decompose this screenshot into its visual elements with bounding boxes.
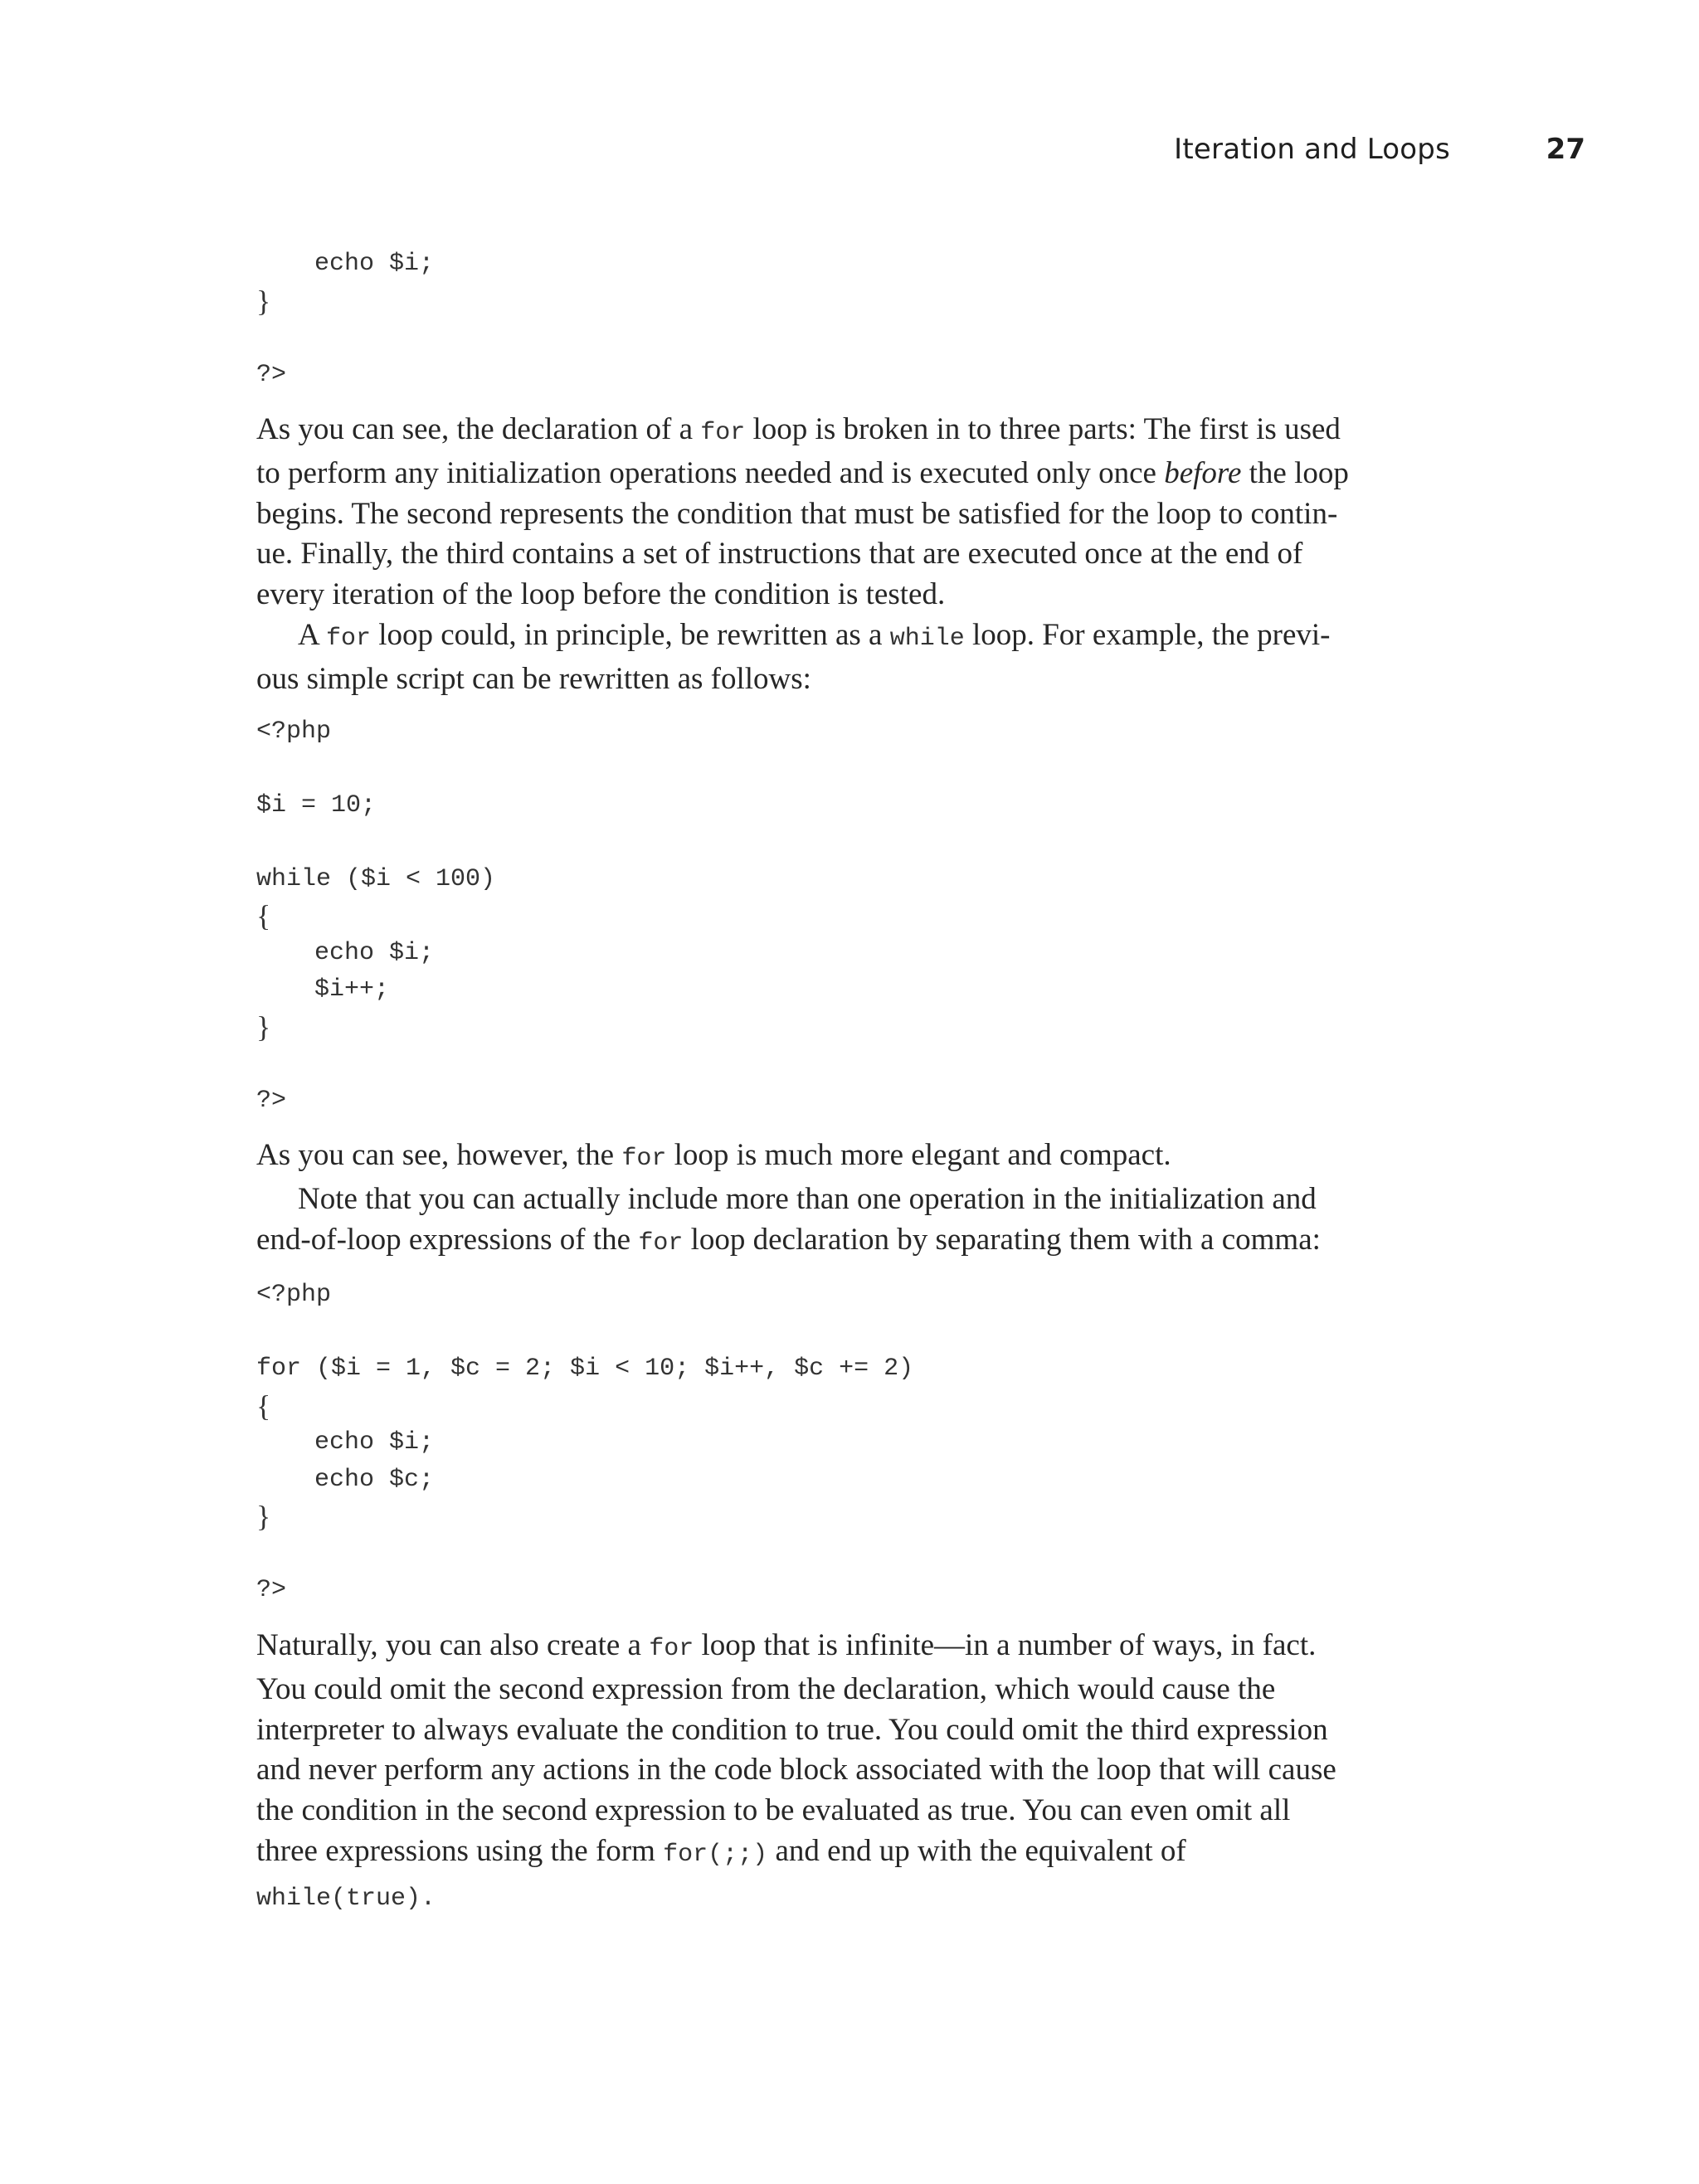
running-title: Iteration and Loops xyxy=(1174,133,1450,166)
code-line: ?> xyxy=(256,1086,287,1115)
paragraph-continued: ous simple script can be rewritten as follows: xyxy=(256,661,811,696)
code-line: } xyxy=(256,284,271,318)
page-body xyxy=(256,246,1455,1919)
code-block-top xyxy=(256,246,1455,393)
code-line: ?> xyxy=(256,1576,287,1605)
code-line: ?> xyxy=(256,360,287,389)
code-line: <?php xyxy=(256,1281,332,1310)
code-line: <?php xyxy=(256,717,332,746)
paragraph: Note that you can actually include more than one operation in the initialization and xyxy=(298,1181,1317,1216)
code-line: echo $i; xyxy=(314,250,435,278)
code-line: for ($i = 1, $c = 2; $i < 10; $i++, $c += 2) xyxy=(256,1355,914,1384)
code-line: $i = 10; xyxy=(256,790,377,820)
code-line: echo $i; xyxy=(314,938,435,967)
code-line: $i++; xyxy=(314,975,390,1004)
paragraph-continued: end-of-loop expressions of the for loop declaration by separating them with a comma: xyxy=(256,1222,1321,1257)
code-line: while ($i < 100) xyxy=(256,864,496,893)
code-line: } xyxy=(256,1009,271,1043)
paragraph: A for loop could, in principle, be rewritten as a while loop. For example, the previ- xyxy=(298,617,1331,653)
code-line: { xyxy=(256,899,271,933)
code-block-while xyxy=(256,713,1455,1120)
paragraph: As you can see, however, the for loop is much more elegant and compact. xyxy=(256,1138,1171,1174)
paragraph: Naturally, you can also create a for loop that is infinite—in a number of ways, in fact. You could omit the second expression from the declaration, which would cause the interpreter to always evaluate the condition to true. You could omit the third expression and never perform any actions in the code block associated with the loop that will cause the condition in the second expression to be evaluated as true. You can even omit all three expressions using the form for(;;) and end up with the equivalent of while(true). xyxy=(256,1627,1336,1913)
code-line: { xyxy=(256,1389,271,1423)
page-number: 27 xyxy=(1546,133,1585,166)
code-line: echo $c; xyxy=(314,1465,435,1494)
code-line: } xyxy=(256,1500,271,1534)
code-line: echo $i; xyxy=(314,1428,435,1457)
paragraph: As you can see, the declaration of a for loop is broken in to three parts: The first is used to perform any initialization operations needed and is executed only once before the loop begins. The second represents the condition that must be satisfied for the loop to contin- ue. Finally, the third contains a set of instructions that are executed once at the end of every iteration of the loop before the condition is tested. xyxy=(256,412,1349,612)
page-header xyxy=(0,133,1699,174)
code-block-for xyxy=(256,1277,1455,1609)
